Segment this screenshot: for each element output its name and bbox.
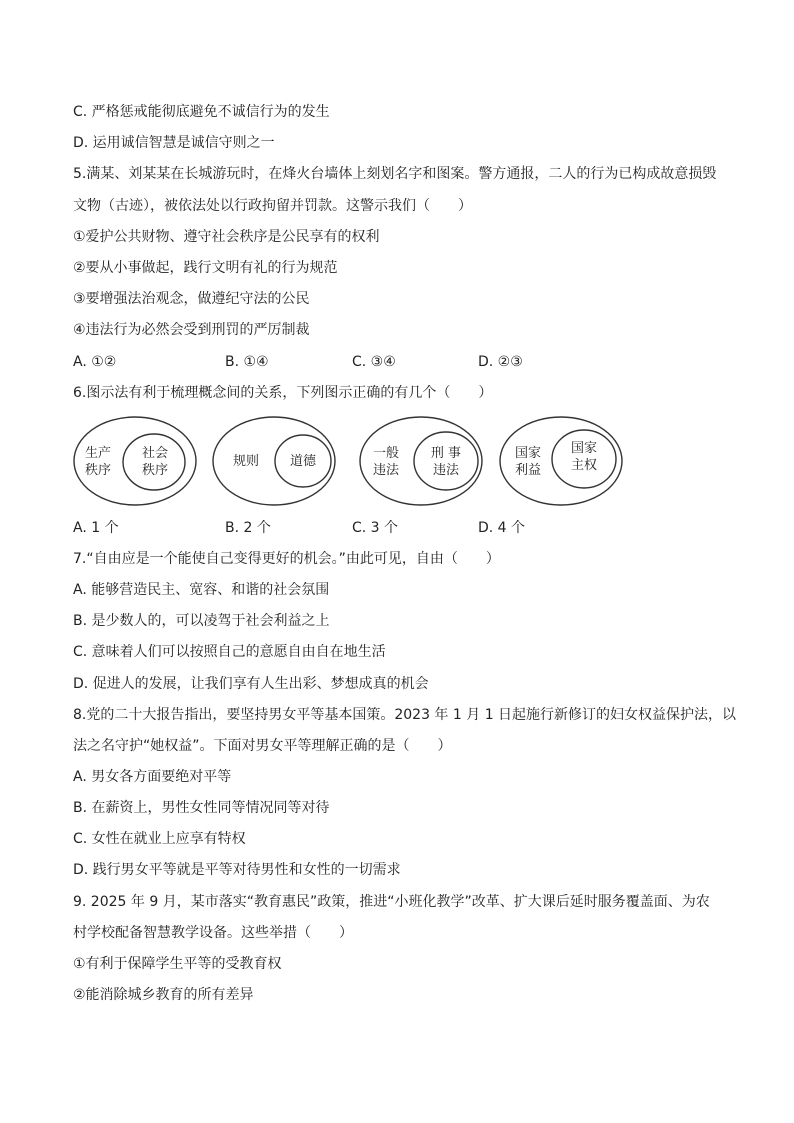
q7-option-d: D. 促进人的发展，让我们享有人生出彩、梦想成真的机会 [73, 676, 429, 692]
inner-label: 社会 秩序 [141, 446, 168, 478]
q8-option-b: B. 在薪资上，男性女性同等情况同等对待 [73, 800, 330, 816]
q4-option-d: D. 运用诚信智慧是诚信守则之一 [73, 135, 275, 151]
q9-statement-2: ②能消除城乡教育的所有差异 [73, 987, 254, 1003]
inner-label: 道德 [289, 454, 316, 469]
q5-option-d: D. ②③ [478, 354, 523, 370]
q7-option-a: A. 能够营造民主、宽容、和谐的社会氛围 [73, 582, 330, 598]
q5-option-a: A. ①② [73, 354, 117, 370]
q8-option-a: A. 男女各方面要绝对平等 [73, 769, 232, 785]
q5-option-b: B. ①④ [225, 354, 269, 370]
outer-label: 国家 利益 [514, 446, 541, 478]
q6-stem: 6.图示法有利于梳理概念间的关系，下列图示正确的有几个（ ） [73, 385, 493, 401]
q8-stem-line2: 法之名守护“她权益”。下面对男女平等理解正确的是（ ） [73, 738, 452, 754]
q8-option-c: C. 女性在就业上应享有特权 [73, 831, 246, 847]
outer-label: 一般 违法 [372, 446, 399, 478]
q9-stem-line1: 9. 2025 年 9 月，某市落实“教育惠民”政策，推进“小班化教学”改革、扩大课后延时服务覆盖面、为农 [73, 894, 710, 910]
q6-diagram-4 [498, 415, 624, 507]
q9-stem-line2: 村学校配备智慧教学设备。这些举措（ ） [73, 925, 353, 941]
q6-diagram-1 [72, 415, 198, 507]
q7-stem: 7.“自由应是一个能使自己变得更好的机会。”由此可见，自由（ ） [73, 551, 500, 567]
q6-option-b: B. 2 个 [225, 520, 271, 536]
q5-statement-4: ④违法行为必然会受到刑罚的严厉制裁 [73, 322, 310, 338]
q5-statement-3: ③要增强法治观念，做遵纪守法的公民 [73, 291, 310, 307]
q6-option-c: C. 3 个 [352, 520, 399, 536]
q4-option-c: C. 严格惩戒能彻底避免不诚信行为的发生 [73, 104, 330, 120]
q7-option-b: B. 是少数人的，可以凌驾于社会利益之上 [73, 613, 330, 629]
q5-stem-line1: 5.满某、刘某某在长城游玩时，在烽火台墙体上刻划名字和图案。警方通报，二人的行为已构成故意损毁 [73, 166, 717, 182]
q5-option-c: C. ③④ [352, 354, 396, 370]
q8-stem-line1: 8.党的二十大报告指出，要坚持男女平等基本国策。2023 年 1 月 1 日起施行新修订的妇女权益保护法，以 [73, 707, 737, 723]
q5-statement-2: ②要从小事做起，践行文明有礼的行为规范 [73, 260, 338, 276]
q5-stem-line2: 文物（古迹），被依法处以行政拘留并罚款。这警示我们（ ） [73, 198, 472, 214]
q6-diagram-2 [211, 415, 337, 507]
q6-option-a: A. 1 个 [73, 520, 119, 536]
inner-label: 刑 事 违法 [430, 446, 462, 478]
q6-diagram-3 [358, 415, 484, 507]
q8-option-d: D. 践行男女平等就是平等对待男性和女性的一切需求 [73, 862, 401, 878]
q7-option-c: C. 意味着人们可以按照自己的意愿自由自在地生活 [73, 644, 386, 660]
q6-option-d: D. 4 个 [478, 520, 526, 536]
outer-label: 规则 [232, 454, 259, 469]
outer-label: 生产 秩序 [84, 446, 111, 478]
q5-statement-1: ①爱护公共财物、遵守社会秩序是公民享有的权利 [73, 229, 380, 245]
inner-label: 国家 主权 [570, 441, 597, 473]
q9-statement-1: ①有利于保障学生平等的受教育权 [73, 956, 282, 972]
